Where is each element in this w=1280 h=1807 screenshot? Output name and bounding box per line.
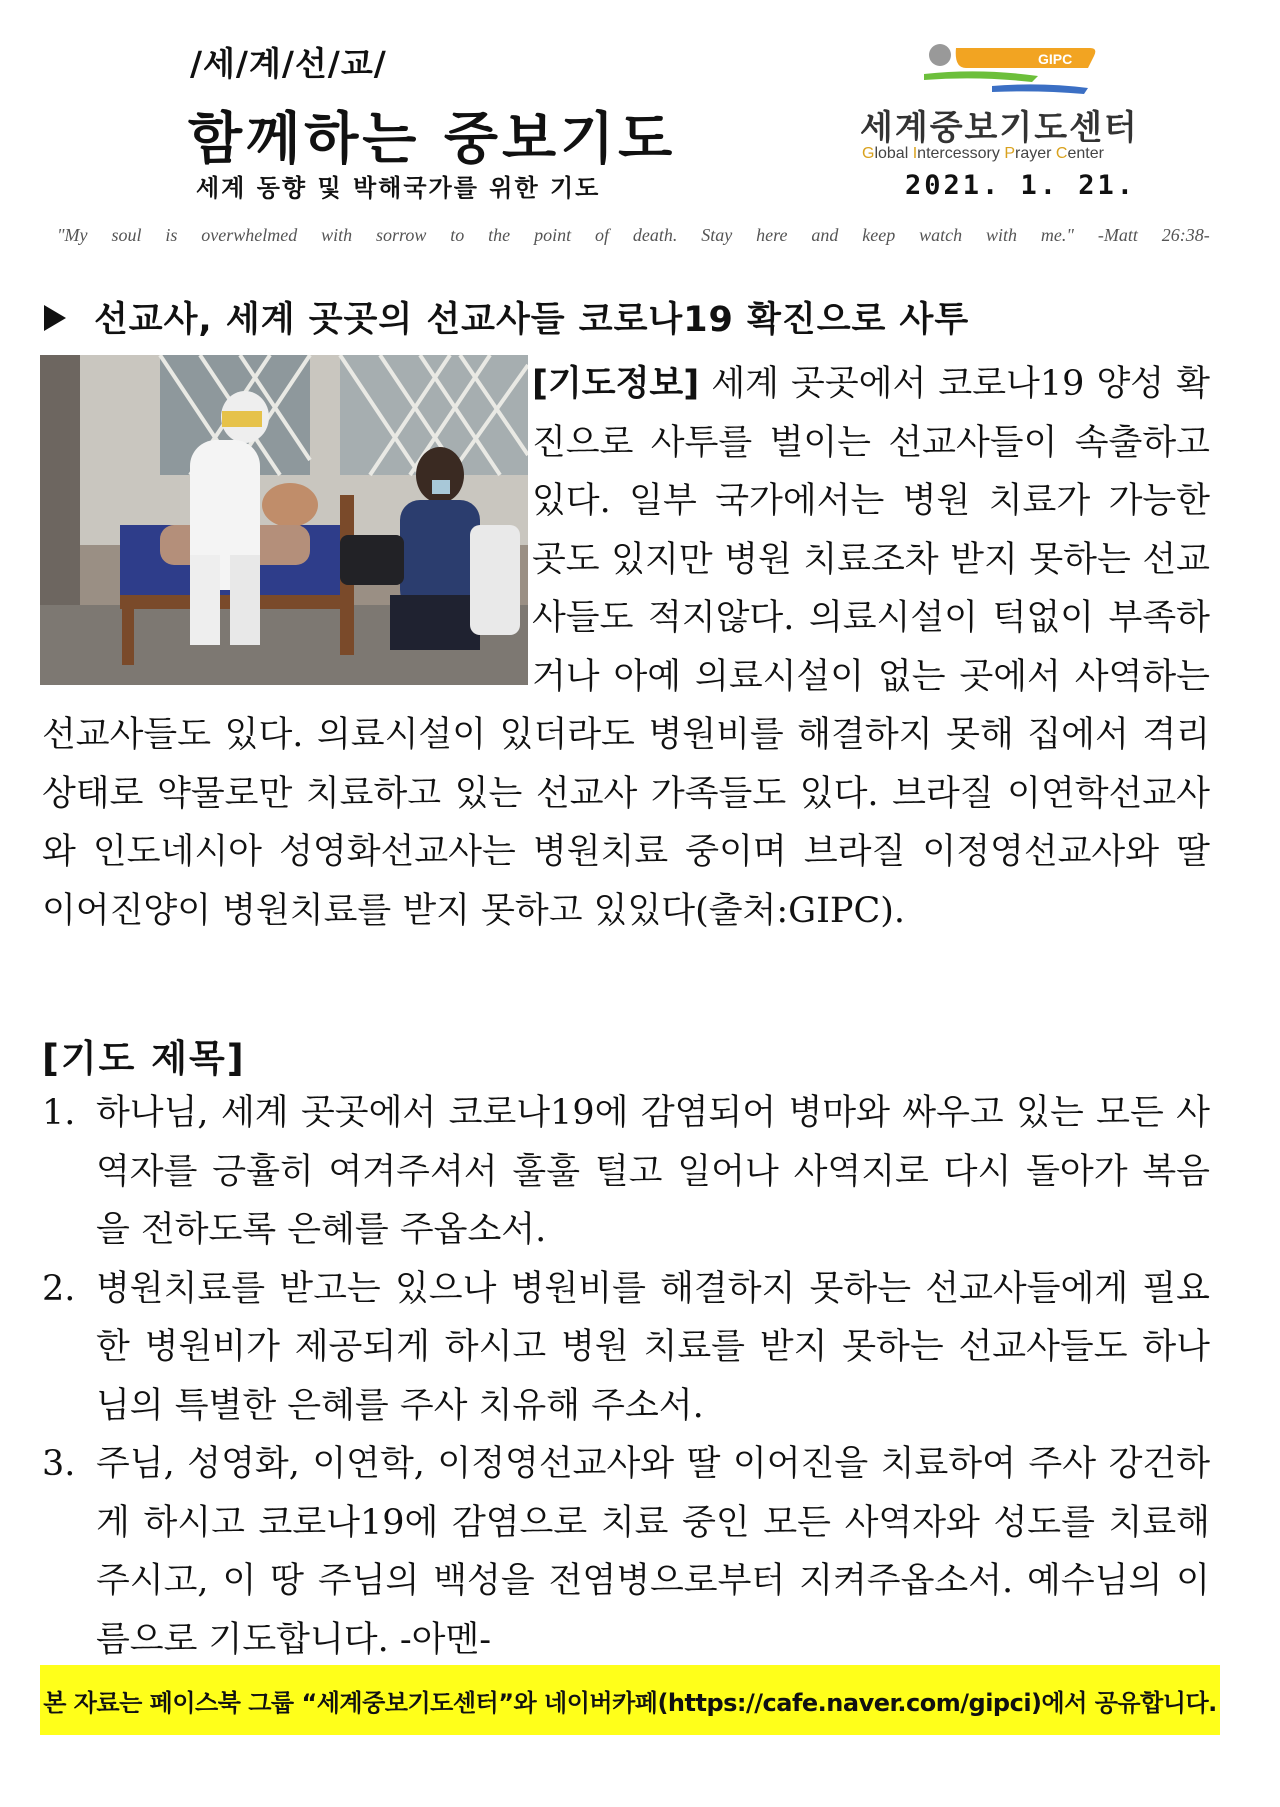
page-subtitle: 세계 동향 및 박해국가를 위한 기도	[196, 174, 601, 202]
headline-text: 선교사, 세계 곳곳의 선교사들 코로나19 확진으로 사투	[94, 300, 970, 340]
bible-verse: "My soul is overwhelmed with sorrow to the point of death. Stay here and keep watch with me." -Matt 26:38-	[57, 225, 1210, 245]
publish-date: 2021. 1. 21.	[905, 170, 1137, 201]
prayer-info-paragraph	[42, 355, 1210, 940]
gipc-logo	[920, 42, 1100, 98]
item-number: 1.	[42, 1093, 76, 1133]
prayer-info-tag: [기도정보]	[532, 364, 700, 404]
triangle-bullet-icon	[44, 305, 66, 331]
article-headline	[44, 292, 969, 342]
item-number: 2.	[42, 1268, 76, 1309]
item-text: 주님, 성영화, 이연학, 이정영선교사와 딸 이어진을 치료하여 주사 강건하게 하시고 코로나19에 감염으로 치료 중인 모든 사역자와 성도를 치료해 주시고, 이 땅 주님의 백성을 전염병으로부터 지켜주옵소서. 예수님의 이름으로 기도합니다. -아멘-	[96, 1444, 1210, 1660]
item-text: 병원치료를 받고는 있으나 병원비를 해결하지 못하는 선교사들에게 필요한 병원비가 제공되게 하시고 병원 치료를 받지 못하는 선교사들도 하나님의 특별한 은혜를 주사 치유해 주소서.	[96, 1268, 1210, 1426]
org-name-english: Global Intercessory Prayer Center	[862, 145, 1104, 162]
footer-text: 본 자료는 페이스북 그룹 “세계중보기도센터”와 네이버카페(https://cafe.naver.com/gipci)에서 공유합니다.	[43, 1688, 1217, 1717]
logo-text: GIPC	[1038, 51, 1073, 67]
series-label: /세/계/선/교/	[190, 44, 387, 83]
prayer-topics-title: [기도 제목]	[42, 1037, 246, 1080]
list-item	[42, 1084, 1210, 1260]
prayer-topics-list	[42, 1084, 1210, 1669]
list-item	[42, 1260, 1210, 1436]
org-name: 세계중보기도센터	[860, 108, 1139, 148]
prayer-info-text: 세계 곳곳에서 코로나19 양성 확진으로 사투를 벌이는 선교사들이 속출하고 있다. 일부 국가에서는 병원 치료가 가능한 곳도 있지만 병원 치료조차 받지 못하는 선교사들도 적지않다. 의료시설이 턱없이 부족하거나 아예 의료시설이 없는 곳에서 사역하는 선교사들도 있다. 의료시설이 있더라도 병원비를 해결하지 못해 집에서 격리상태로 약물로만 치료하고 있는 선교사 가족들도 있다. 브라질 이연학선교사와 인도네시아 성영화선교사는 병원치료 중이며 브라질 이정영선교사와 딸 이어진양이 병원치료를 받지 못하고 있있다(출처:GIPC).	[42, 364, 1210, 931]
item-text: 하나님, 세계 곳곳에서 코로나19에 감염되어 병마와 싸우고 있는 모든 사역자를 긍휼히 여겨주셔서 훌훌 털고 일어나 사역지로 다시 돌아가 복음을 전하도록 은혜를 주옵소서.	[96, 1093, 1210, 1250]
item-number: 3.	[42, 1444, 76, 1484]
photo-placeholder	[42, 355, 532, 706]
list-item	[42, 1435, 1210, 1669]
footer-banner	[40, 1665, 1220, 1735]
page-title: 함께하는 중보기도	[188, 107, 677, 172]
